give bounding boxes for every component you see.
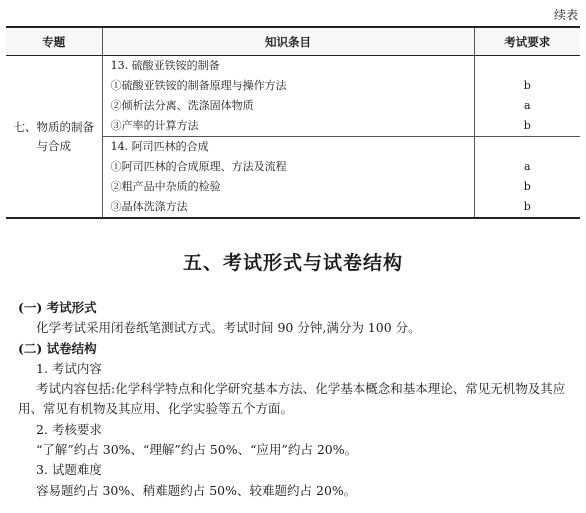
header-exam-requirement: 考试要求 xyxy=(474,27,580,56)
section-title: 五、考试形式与试卷结构 xyxy=(182,252,403,274)
knowledge-item: ①阿司匹林的合成原理、方法及流程 xyxy=(110,160,287,173)
topic-cell xyxy=(6,56,102,219)
table-header-row xyxy=(6,27,580,56)
continued-label: 续表 xyxy=(553,8,578,22)
requirement-level: b xyxy=(523,180,531,193)
group-title: 13. 硫酸亚铁铵的制备 xyxy=(110,59,220,72)
knowledge-item: ③晶体洗涤方法 xyxy=(110,200,188,213)
subsection-heading: (一) 考试形式 xyxy=(18,300,97,315)
knowledge-item: ③产率的计算方法 xyxy=(110,119,199,132)
requirement-level: a xyxy=(523,160,531,173)
paragraph: “了解”约占 30%、“理解”约占 50%、“应用”约占 20%。 xyxy=(36,442,358,458)
requirement-level: b xyxy=(523,200,531,213)
requirement-level: a xyxy=(523,99,531,112)
paragraph: 化学考试采用闭卷纸笔测试方式。考试时间 90 分钟,满分为 100 分。 xyxy=(36,320,421,336)
requirement-group xyxy=(474,56,580,137)
knowledge-item: ②倾析法分离、洗涤固体物质 xyxy=(110,99,254,112)
knowledge-group xyxy=(102,56,474,137)
header-knowledge-items: 知识条目 xyxy=(102,27,474,56)
numbered-heading: 3. 试题难度 xyxy=(36,462,102,478)
knowledge-item: ①硫酸亚铁铵的制备原理与操作方法 xyxy=(110,79,287,92)
header-topic: 专题 xyxy=(6,27,102,56)
paragraph: 容易题约占 30%、稍难题约占 50%、较难题约占 20%。 xyxy=(36,482,357,498)
table-row xyxy=(6,56,580,137)
numbered-heading: 2. 考核要求 xyxy=(36,421,102,437)
section-body xyxy=(18,298,570,501)
topic-line: 七、物质的制备 xyxy=(13,119,95,134)
numbered-heading: 1. 考试内容 xyxy=(36,360,102,376)
requirement-level: b xyxy=(523,119,531,132)
subsection-heading: (二) 试卷结构 xyxy=(18,340,97,356)
group-title: 14. 阿司匹林的合成 xyxy=(110,140,209,153)
requirement-level: b xyxy=(523,79,531,92)
paragraph: 考试内容包括:化学科学特点和化学研究基本方法、化学基本概念和基本理论、常见无机物及其应用、常见有机物及其应用、化学实验等五个方面。 xyxy=(18,381,566,417)
knowledge-item: ②粗产品中杂质的检验 xyxy=(110,180,221,193)
knowledge-group xyxy=(102,137,474,219)
syllabus-table xyxy=(6,26,580,219)
requirement-group xyxy=(474,137,580,219)
topic-line: 与合成 xyxy=(36,138,72,153)
